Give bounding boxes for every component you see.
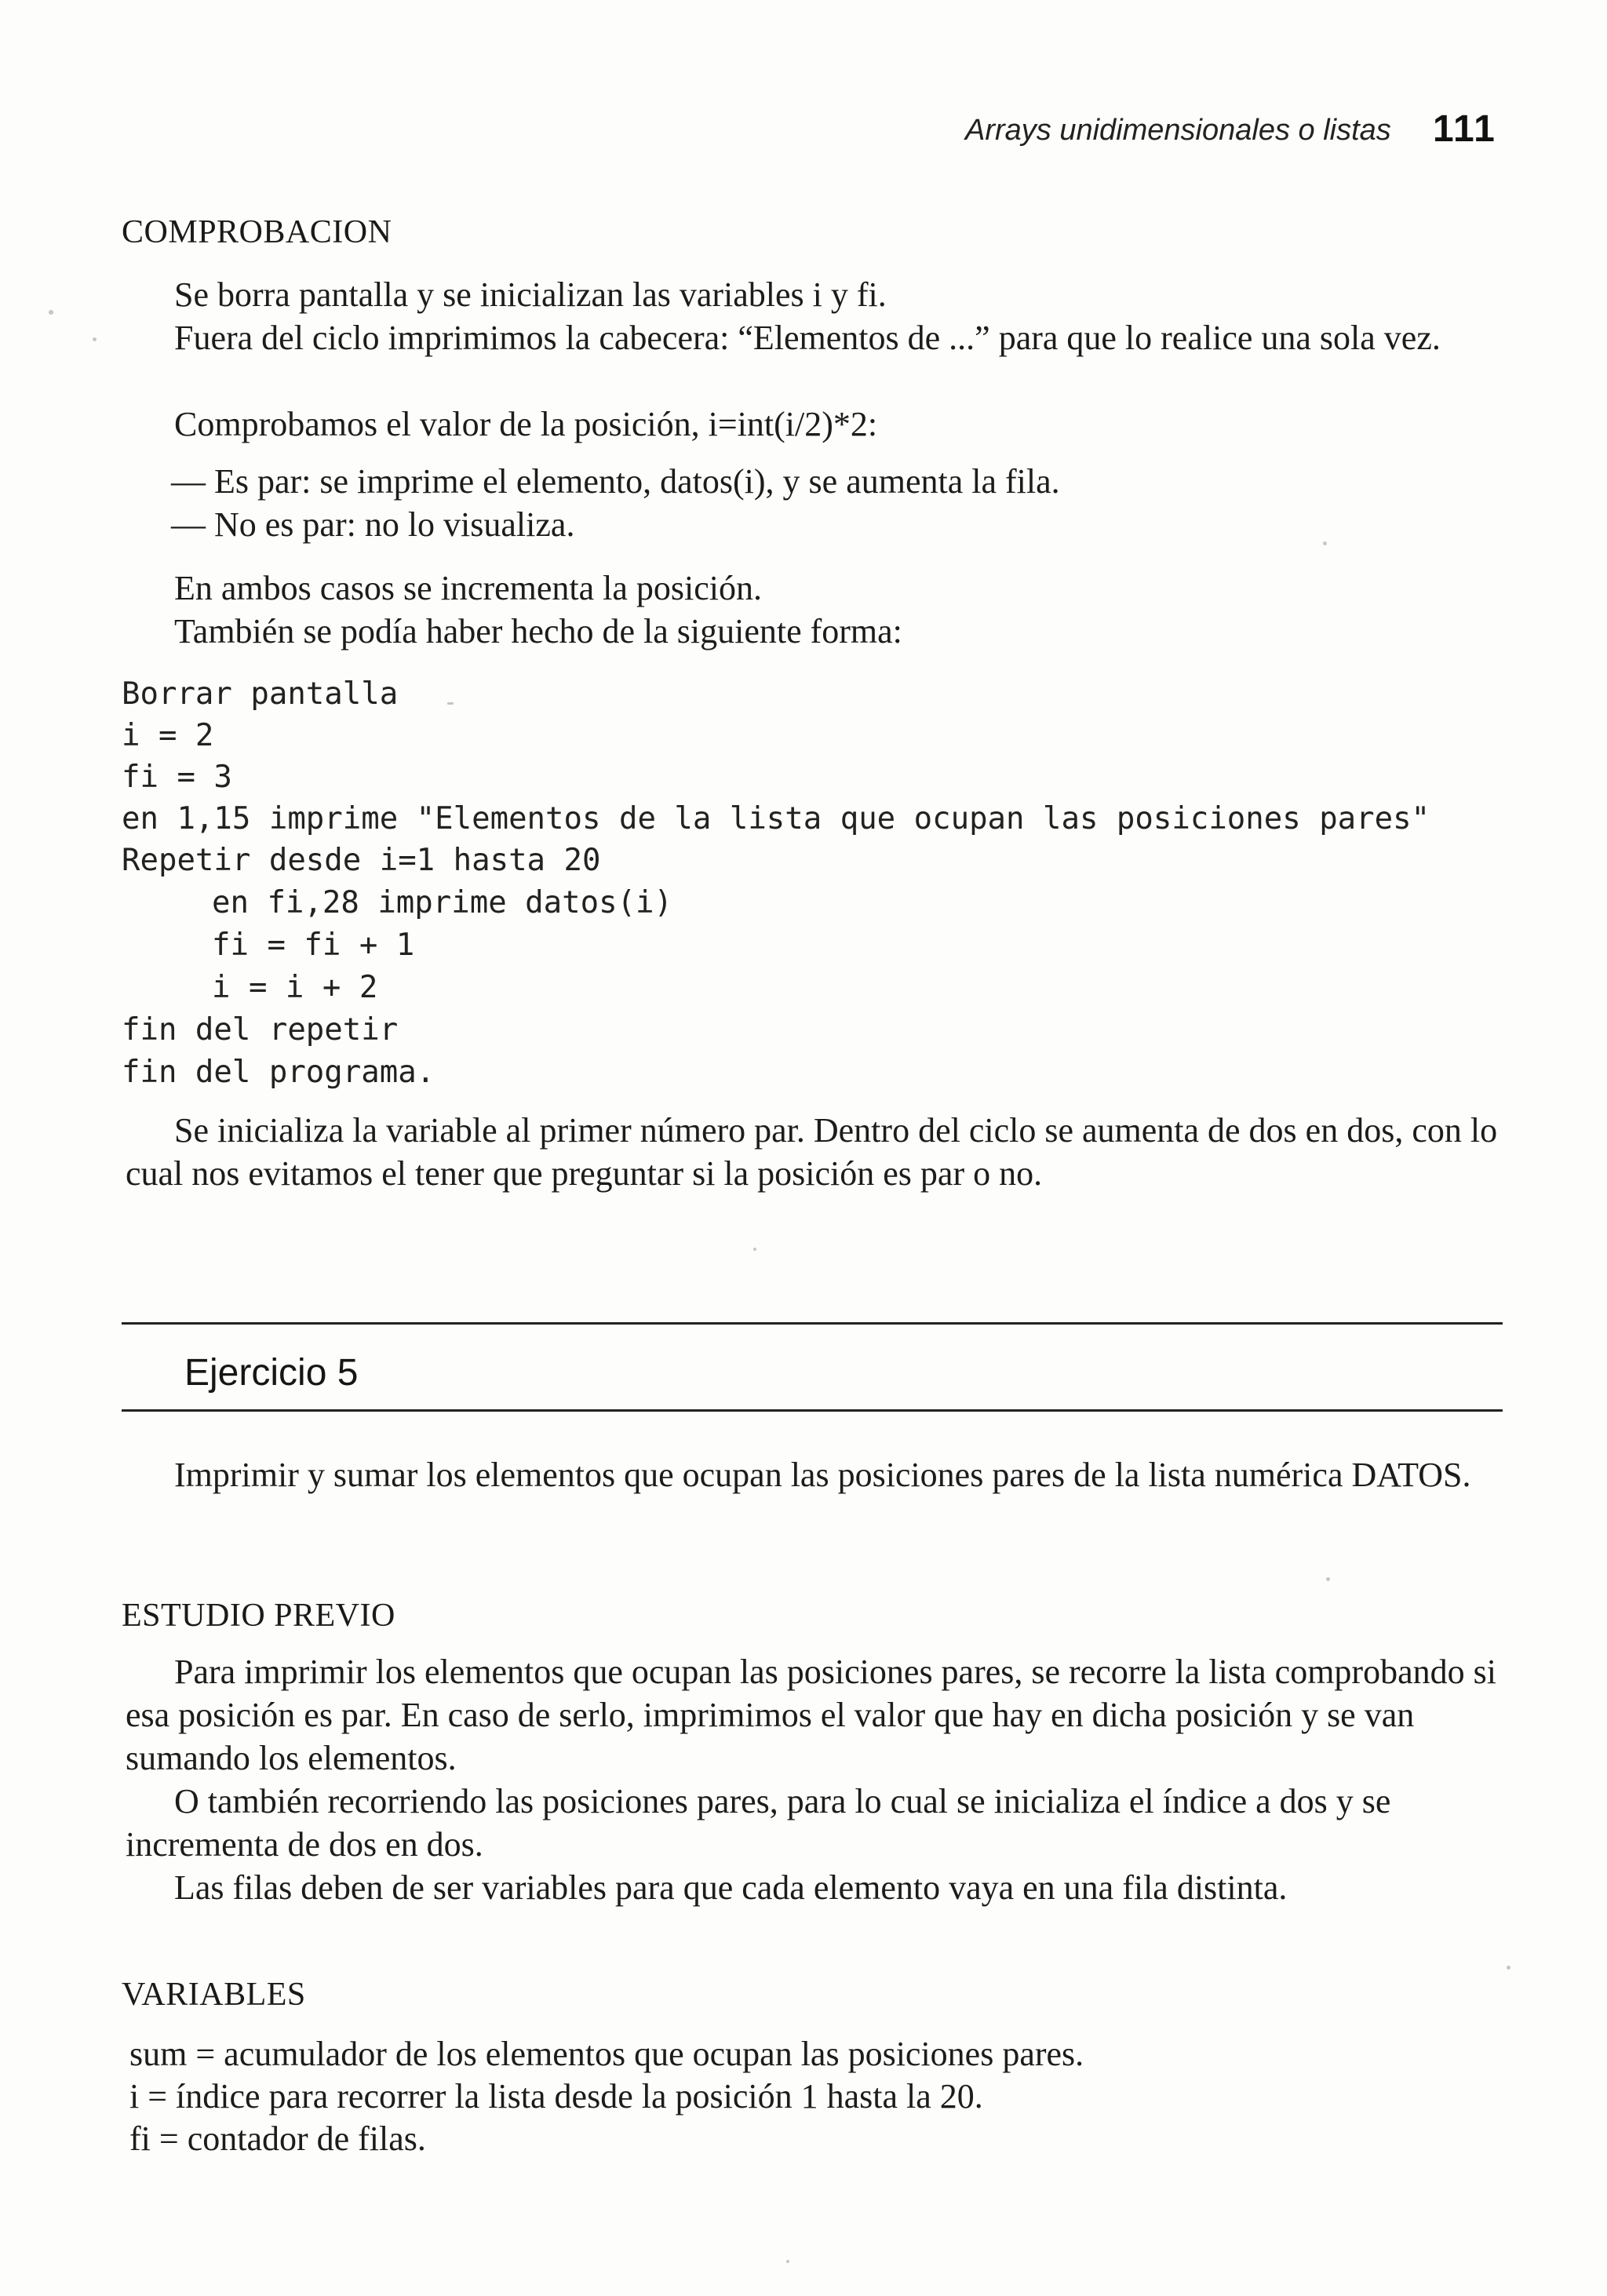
code-line-2: i = 2 (122, 718, 214, 753)
comprobacion-paragraph-4: En ambos casos se incrementa la posición. (174, 569, 763, 607)
variable-sum: sum = acumulador de los elementos que ocupan las posiciones pares. (129, 2035, 1084, 2073)
comprobacion-paragraph-2: Fuera del ciclo imprimimos la cabecera: “Elementos de ...” para que lo realice una sola vez. (174, 319, 1441, 357)
comprobacion-paragraph-3: Comprobamos el valor de la posición, i=int(i/2)*2: (174, 405, 878, 443)
scan-speck (1323, 541, 1327, 545)
estudio-previo-paragraph-2: O también recorriendo las posiciones pares, para lo cual se inicializa el índice a dos y se incrementa de dos en dos. (126, 1782, 1391, 1864)
exercise-bottom-rule (122, 1409, 1503, 1412)
section-heading-variables: VARIABLES (122, 1977, 306, 2013)
section-heading-comprobacion: COMPROBACION (122, 214, 392, 250)
code-line-8: i = i + 2 (212, 970, 378, 1005)
code-line-6: en fi,28 imprime datos(i) (212, 885, 672, 920)
code-line-7: fi = fi + 1 (212, 928, 415, 963)
estudio-previo-paragraph-3: Las filas deben de ser variables para que cada elemento vaya en una fila distinta. (174, 1868, 1288, 1907)
scan-speck (1326, 1577, 1330, 1581)
running-title: Arrays unidimensionales o listas (965, 114, 1391, 147)
exercise-statement: Imprimir y sumar los elementos que ocupan las posiciones pares de la lista numérica DATOS. (174, 1456, 1471, 1494)
page-number: 111 (1433, 108, 1496, 150)
comprobacion-dash-item-1: — Es par: se imprime el elemento, datos(i), y se aumenta la fila. (171, 462, 1060, 501)
code-line-9: fin del repetir (122, 1012, 399, 1048)
section-heading-estudio-previo: ESTUDIO PREVIO (122, 1598, 395, 1634)
comprobacion-paragraph-1: Se borra pantalla y se inicializan las variables i y fi. (174, 275, 887, 314)
exercise-top-rule (122, 1322, 1503, 1325)
scan-speck (93, 337, 97, 341)
code-line-3: fi = 3 (122, 760, 232, 795)
scan-speck (753, 1248, 756, 1251)
variable-fi: fi = contador de filas. (129, 2119, 426, 2158)
variable-i: i = índice para recorrer la lista desde la posición 1 hasta la 20. (129, 2077, 983, 2116)
code-line-1: Borrar pantalla (122, 676, 399, 712)
comprobacion-dash-item-2: — No es par: no lo visualiza. (171, 505, 575, 544)
scan-speck (447, 702, 454, 705)
code-line-4: en 1,15 imprime "Elementos de la lista que ocupan las posiciones pares" (122, 801, 1430, 836)
scan-speck (786, 2260, 789, 2263)
scan-speck (49, 310, 53, 315)
code-line-10: fin del programa. (122, 1055, 435, 1090)
scan-speck (1507, 1966, 1510, 1970)
exercise-title: Ejercicio 5 (184, 1352, 359, 1394)
comprobacion-paragraph-5: También se podía haber hecho de la siguiente forma: (174, 612, 902, 651)
estudio-previo-paragraph-1: Para imprimir los elementos que ocupan las posiciones pares, se recorre la lista comprobando si esa posición es par. En caso de serlo, imprimimos el valor que hay en dicha posición y se van sumando los elementos. (126, 1653, 1496, 1777)
after-code-paragraph: Se inicializa la variable al primer número par. Dentro del ciclo se aumenta de dos en dos, con lo cual nos evitamos el tener que preguntar si la posición es par o no. (126, 1111, 1498, 1193)
code-line-5: Repetir desde i=1 hasta 20 (122, 843, 601, 878)
